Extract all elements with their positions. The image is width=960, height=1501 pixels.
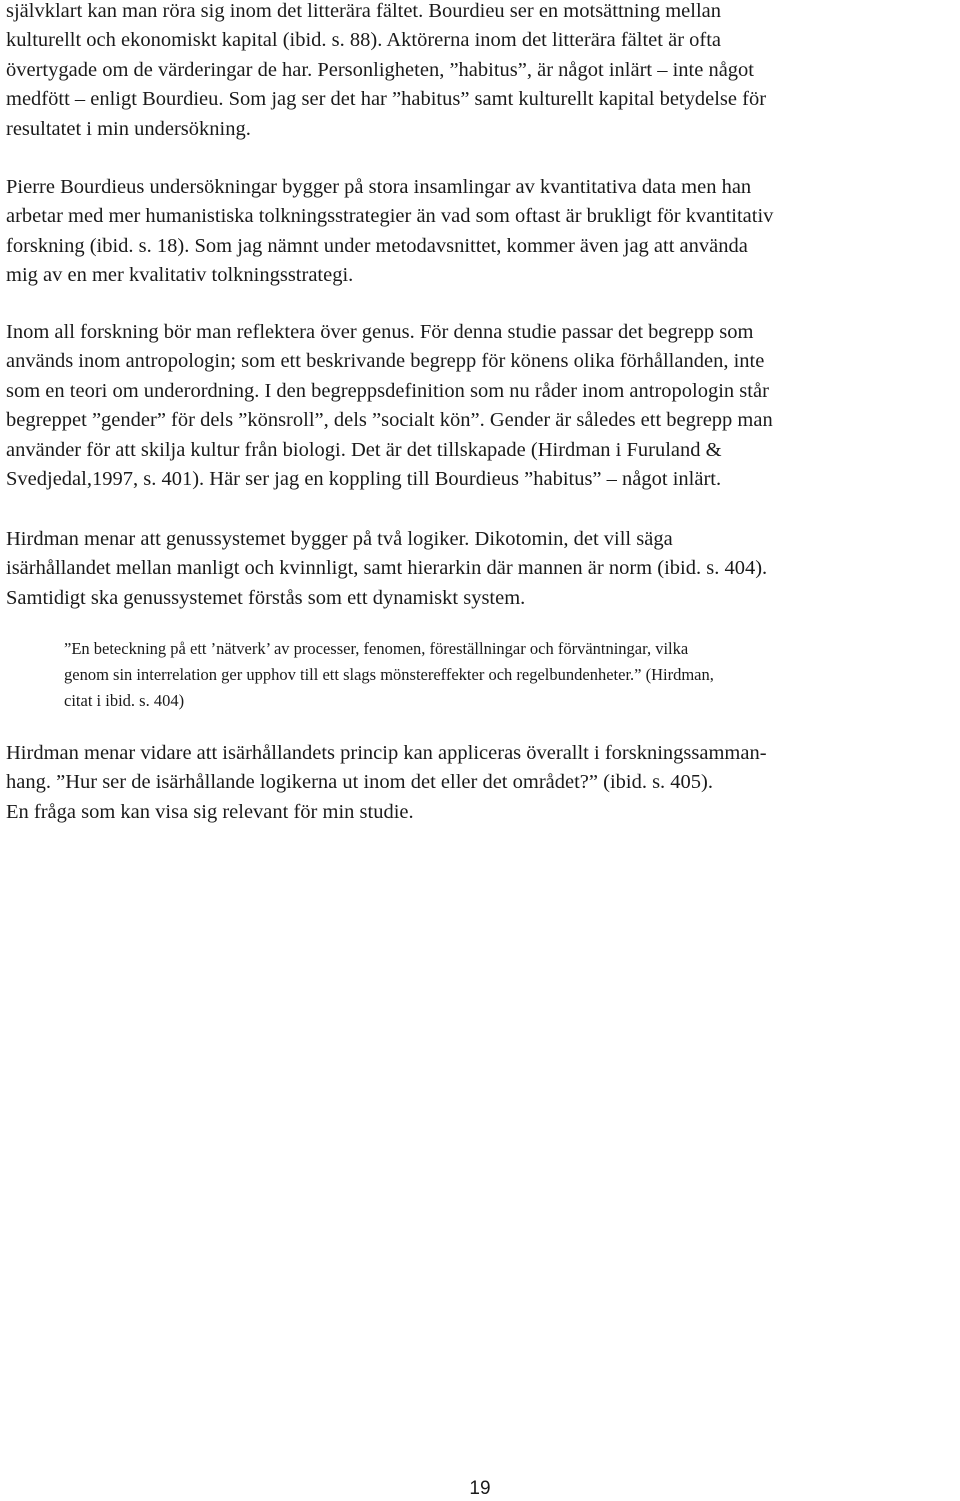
text-line: Pierre Bourdieus undersökningar bygger på stora insamlingar av kvantitativa data men han (6, 176, 752, 198)
text-line: Svedjedal,1997, s. 401). Här ser jag en koppling till Bourdieus ”habitus” – något inlärt. (6, 468, 722, 491)
paragraph-bourdieu-field (6, 0, 956, 144)
text-line: som en teori om underordning. I den begreppsdefinition som nu råder inom antropologin står (6, 379, 769, 402)
block-quote (64, 636, 914, 714)
quote-line: ”En beteckning på ett ’nätverk’ av processer, fenomen, föreställningar och förväntningar, vilka (64, 639, 689, 658)
text-line: arbetar med mer humanistiska tolkningsstrategier än vad som oftast är brukligt för kvantitativ (6, 205, 774, 228)
text-line: kulturellt och ekonomiskt kapital (ibid. s. 88). Aktörerna inom det litterära fältet är ofta (6, 29, 722, 52)
text-line: Inom all forskning bör man reflektera över genus. För denna studie passar det begrepp som (6, 321, 754, 343)
text-line: forskning (ibid. s. 18). Som jag nämnt under metodavsnittet, kommer även jag att använda (6, 234, 748, 257)
text-line: isärhållandet mellan manligt och kvinnligt, samt hierarkin där mannen är norm (ibid. s. 404). (6, 557, 768, 580)
text-line: medfött – enligt Bourdieu. Som jag ser det har ”habitus” samt kulturellt kapital betydelse för (6, 88, 767, 111)
paragraph-hirdman-principle (6, 739, 956, 827)
text-line: självklart kan man röra sig inom det litterära fältet. Bourdieu ser en motsättning mellan (6, 0, 722, 22)
paragraph-hirdman-logics (6, 525, 956, 613)
text-line: En fråga som kan visa sig relevant för min studie. (6, 800, 414, 823)
text-line: hang. ”Hur ser de isärhållande logikerna ut inom det eller det området?” (ibid. s. 405). (6, 771, 714, 794)
text-line: begreppet ”gender” för dels ”könsroll”, dels ”socialt kön”. Gender är således ett begrepp man (6, 409, 773, 432)
text-line: använder för att skilja kultur från biologi. Det är det tillskapade (Hirdman i Furuland & (6, 438, 722, 461)
paragraph-bourdieu-method (6, 173, 956, 291)
text-line: Hirdman menar att genussystemet bygger på två logiker. Dikotomin, det vill säga (6, 528, 673, 550)
text-line: Hirdman menar vidare att isärhållandets princip kan appliceras överallt i forskningssamman- (6, 742, 767, 764)
quote-line: genom sin interrelation ger upphov till ett slags mönstereffekter och regelbundenheter.” (Hirdman, (64, 665, 714, 684)
paragraph-gender (6, 318, 956, 494)
text-line: övertygade om de värderingar de har. Personligheten, ”habitus”, är något inlärt – inte något (6, 58, 754, 81)
text-line: resultatet i min undersökning. (6, 117, 251, 140)
text-line: används inom antropologin; som ett beskrivande begrepp för könens olika förhållanden, inte (6, 350, 765, 373)
page-number: 19 (469, 1478, 491, 1499)
text-line: Samtidigt ska genussystemet förstås som ett dynamiskt system. (6, 586, 526, 609)
quote-line: citat i ibid. s. 404) (64, 691, 185, 710)
text-line: mig av en mer kvalitativ tolkningsstrategi. (6, 264, 354, 287)
